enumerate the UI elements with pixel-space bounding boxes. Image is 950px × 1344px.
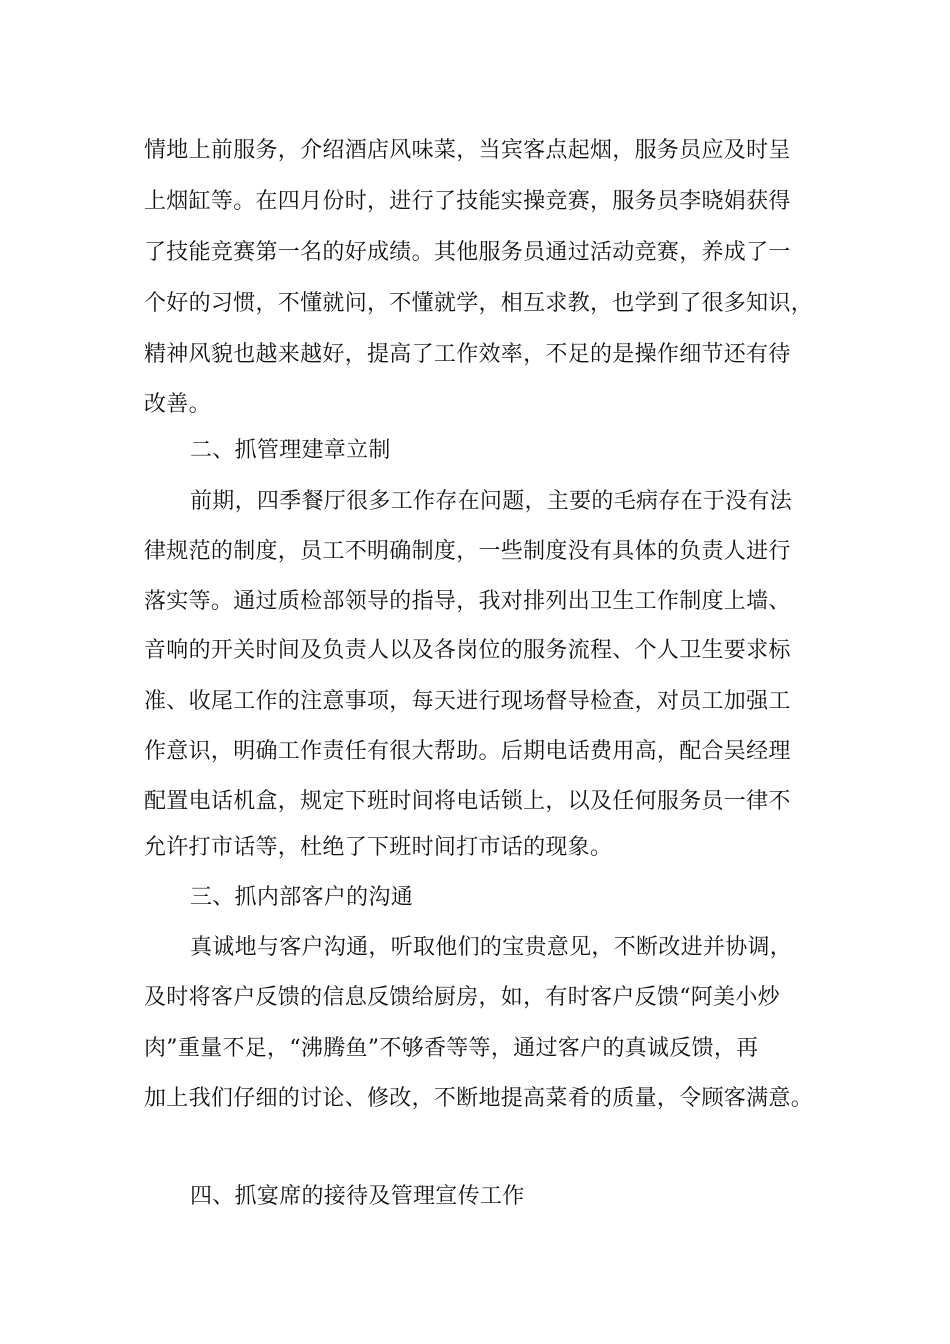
section-heading-4: 四、抓宴席的接待及管理宣传工作 [190,1184,525,1209]
body-text-line: 加上我们仔细的讨论、修改，不断地提高菜肴的质量，令顾客满意。 [144,1086,814,1111]
body-text-line: 允许打市话等，杜绝了下班时间打市话的现象。 [144,835,613,860]
body-text-line: 准、收尾工作的注意事项，每天进行现场督导检查，对员工加强工 [144,689,791,714]
body-text-line: 上烟缸等。在四月份时，进行了技能实操竞赛，服务员李晓娟获得 [144,189,791,214]
body-text-line: 作意识，明确工作责任有很大帮助。后期电话费用高，配合吴经理 [144,739,791,764]
body-text-line: 肉”重量不足，“沸腾鱼”不够香等等，通过客户的真诚反馈，再 [144,1036,759,1061]
body-text-line: 前期，四季餐厅很多工作存在问题，主要的毛病存在于没有法 [190,489,793,514]
body-text-line: 音响的开关时间及负责人以及各岗位的服务流程、个人卫生要求标 [144,638,791,663]
body-text-line: 情地上前服务，介绍酒店风味菜，当宾客点起烟，服务员应及时呈 [144,138,791,163]
body-text-line: 了技能竞赛第一名的好成绩。其他服务员通过活动竞赛，养成了一 [144,240,791,265]
section-heading-2: 二、抓管理建章立制 [190,438,391,463]
body-text-line: 改善。 [144,392,211,417]
body-text-line: 配置电话机盒，规定下班时间将电话锁上，以及任何服务员一律不 [144,789,791,814]
body-text-line: 精神风貌也越来越好，提高了工作效率，不足的是操作细节还有待 [144,342,791,367]
body-text-line: 真诚地与客户沟通，听取他们的宝贵意见，不断改进并协调， [190,935,793,960]
body-text-line: 个好的习惯，不懂就问，不懂就学，相互求教，也学到了很多知识， [144,291,814,316]
body-text-line: 落实等。通过质检部领导的指导，我对排列出卫生工作制度上墙、 [144,589,791,614]
body-text-line: 律规范的制度，员工不明确制度，一些制度没有具体的负责人进行 [144,539,791,564]
body-text-line: 及时将客户反馈的信息反馈给厨房，如，有时客户反馈“阿美小炒 [144,985,780,1010]
section-heading-3: 三、抓内部客户的沟通 [190,885,414,910]
